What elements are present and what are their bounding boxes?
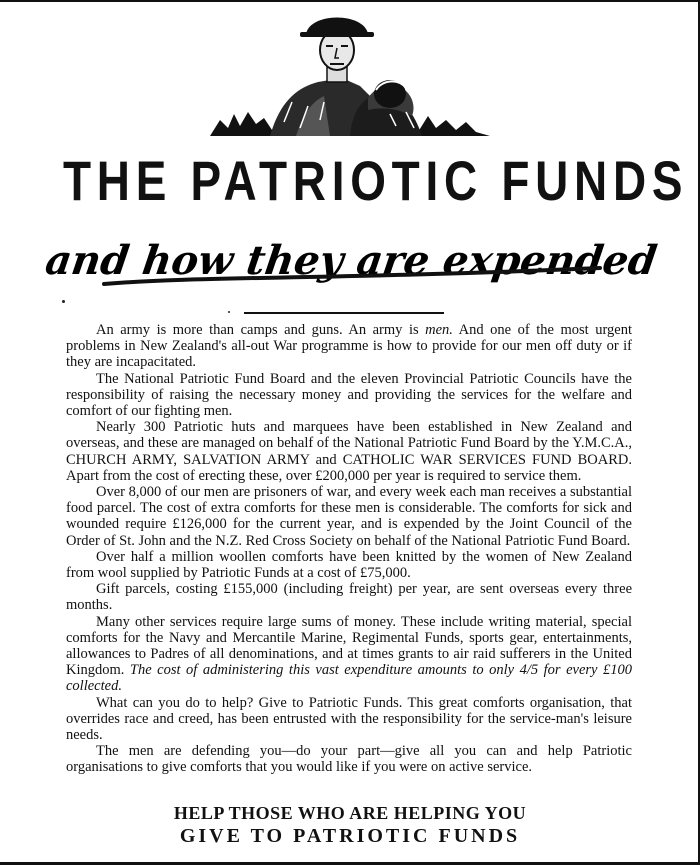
paragraph-prisoners: Over 8,000 of our men are prisoners of war, and every week each man receives a substantial food parcel. The cost of extra comforts for these men is considerable. The comforts for sick and wounded require £126,000 for the current year, and is expended by the Joint Council of the Order of St. John and the N.Z. Red Cross Society on behalf of the National Patriotic Fund Board. — [66, 484, 632, 549]
divider-rule — [244, 312, 444, 314]
paragraph-emphasis: men. — [425, 322, 453, 338]
paragraph-army — [66, 322, 632, 371]
headline-title: THE PATRIOTIC FUNDS — [63, 149, 689, 212]
headline-subtitle — [42, 226, 660, 306]
soldier-illustration-icon — [200, 2, 500, 142]
print-speck — [228, 311, 230, 313]
article-body — [66, 322, 632, 776]
paragraph-text: An army is more than camps and guns. An army is — [96, 322, 426, 338]
paragraph-other-services — [66, 614, 632, 695]
paragraph-emphasis: The cost of administering this vast expenditure amounts to only 4/5 for every £100 collected. — [66, 662, 632, 695]
footer-slogan-line2: GIVE TO PATRIOTIC FUNDS — [179, 825, 521, 847]
paragraph-board: The National Patriotic Fund Board and the eleven Provincial Patriotic Councils have the responsibility of raising the necessary money and providing the services for the welfare and comfort of our fighting men. — [66, 370, 632, 420]
footer-slogan-line1: HELP THOSE WHO ARE HELPING YOU — [173, 803, 527, 823]
paragraph-text: Many other services require large sums of money. These include writing material, special comforts for the Navy and Mercantile Marine, Regimental Funds, sports gear, entertainments, allowances to Padres of all denominations, and at times grants to air raid sufferers in the United Kingdom. — [66, 613, 632, 679]
paragraph-text: And one of the most urgent problems in New Zealand's all-out War programme is how to provide for our men off duty or if they are incapacitated. — [66, 322, 632, 371]
paragraph-woollen-comforts: Over half a million woollen comforts have been knitted by the women of New Zealand from wool supplied by Patriotic Funds at a cost of £75,000. — [66, 548, 632, 582]
paragraph-call-to-action: The men are defending you—do your part—give all you can and help Patriotic organisations to give comforts that you would like if you were on active service. — [66, 743, 632, 776]
paragraph-huts: Nearly 300 Patriotic huts and marquees have been established in New Zealand and overseas, and these are managed on behalf of the National Patriotic Fund Board by the Y.M.C.A., CHURCH ARMY, SALVATION ARMY and CATHOLIC WAR SERVICES FUND BOARD. Apart from the cost of erecting these, over £200,000 per year is required to service them. — [66, 419, 632, 484]
paragraph-how-to-help: What can you do to help? Give to Patriotic Funds. This great comforts organisation, that overrides race and creed, has been entrusted with the responsibility for the service-man's leisure needs. — [66, 694, 632, 744]
headline-subtitle-text: and how they are expended — [42, 237, 660, 284]
print-speck — [62, 300, 65, 303]
paragraph-gift-parcels: Gift parcels, costing £155,000 (including freight) per year, are sent overseas every three months. — [66, 581, 632, 614]
